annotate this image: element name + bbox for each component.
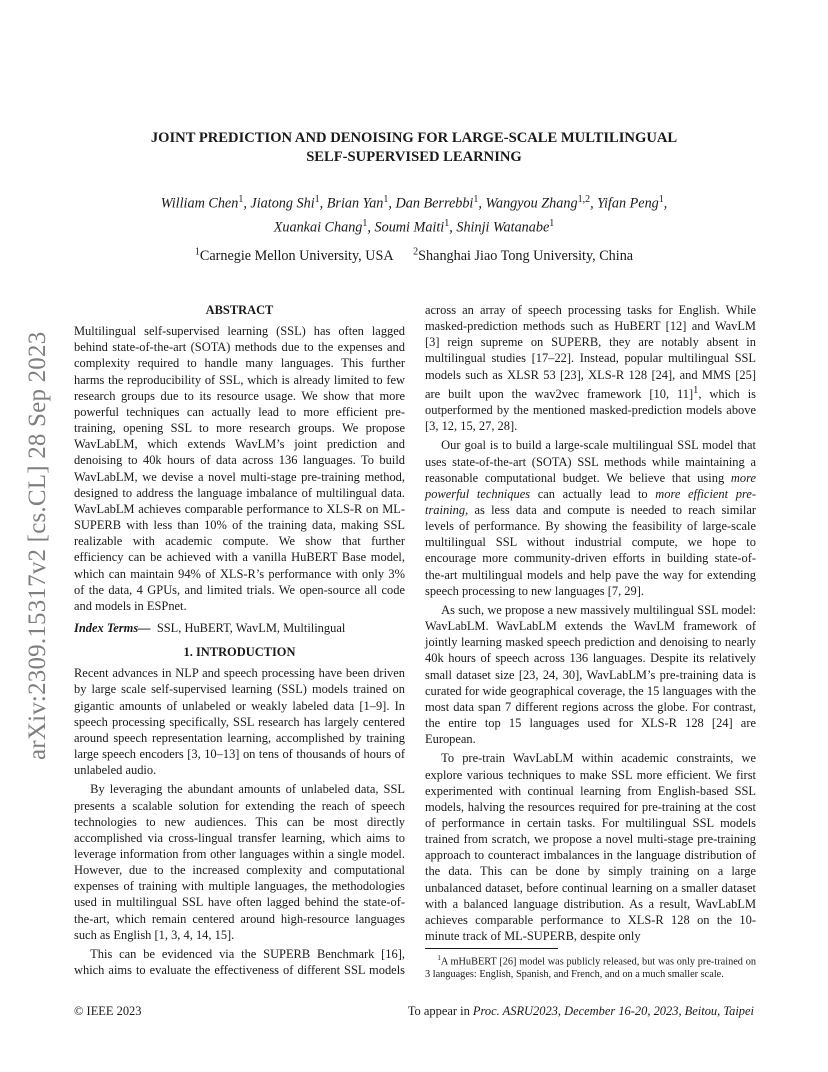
author-name: Yifan Peng: [597, 195, 659, 212]
paper-title: [90, 129, 738, 167]
author-name: Brian Yan: [326, 195, 384, 212]
intro-paragraph-3: [74, 946, 405, 978]
index-terms-label: Index Terms—: [74, 620, 151, 635]
index-terms-list: SSL, HuBERT, WavLM, Multilingual: [156, 620, 346, 635]
affiliation-text: Carnegie Mellon University, USA: [199, 247, 394, 264]
intro-paragraph-3-continued-text: across an array of speech processing tasks for English. While masked-prediction methods such as HuBERT [12] and WavLM [3] reign supreme on SUPERB, they are notably absent in multilingual studies [17–22]. Instead, popular multilingual SSL models such as XLSR 53 [23], XLS-R 128 [24], and MMS [25] are built upon the wav2vec framework [10, 11]: [425, 303, 756, 401]
left-column: [74, 302, 405, 978]
right-column: [425, 302, 756, 944]
intro-paragraph-1: Recent advances in NLP and speech processing have been driven by large scale self-supervised learning (SSL) models trained on gigantic amounts of unlabeled or weakly labeled data [1–9]. In speech processing specifically, SSL research has largely centered around speech representation learning, accomplished by training large speech encoders [3, 10–13] on tens of thousands of hours of unlabeled audio.: [74, 666, 405, 778]
affiliation: [413, 248, 633, 264]
intro-paragraph-5: As such, we propose a new massively multilingual SSL model: WavLabLM. WavLabLM extends the WavLM framework of jointly learning masked speech prediction and denoising to nearly 40k hours of speech across 136 languages. Despite its relatively small dataset size [23, 24, 30], WavLabLM’s pre-training data is curated for wide geographical coverage, the 15 languages with the most data span 7 different regions across the globe. For contrast, the entire top 15 languages used for XLS-R 128 [24] are European.: [425, 602, 756, 747]
intro-paragraph-4-text: can actually lead to: [530, 486, 656, 501]
abstract-heading: ABSTRACT: [205, 303, 274, 317]
venue-name: Proc. ASRU2023, December 16-20, 2023, Beitou, Taipei: [472, 1004, 754, 1018]
author-affiliation: 1: [549, 217, 555, 229]
author-name: Dan Berrebbi: [395, 195, 474, 212]
author-line-2: Xuankai Chang$^1$, Soumi Maiti$^1$, Shinji Watanabe$^1$: [273, 217, 555, 236]
intro-paragraph-4-text: , as less data and compute is needed to reach similar levels of performance. By showing the feasibility of large-scale multilingual SSL without industrial compute, we hope to encourage more community-driven efforts in building state-of-the-art multilingual models and help pave the way for extending speech processing to new languages [7, 29].: [425, 503, 756, 598]
author-line-1: William Chen$^1$, Jiatong Shi$^1$, Brian Yan$^1$, Dan Berrebbi$^1$, Wangyou Zhang$^{1,2}$, Yifan Peng$^1$,: [160, 194, 668, 212]
author-affiliation: 1,2: [577, 194, 591, 205]
intro-paragraph-4: [425, 437, 756, 599]
footnote-marker: 1: [693, 384, 699, 396]
author-name: Jiatong Shi: [250, 195, 315, 212]
introduction-heading: 1. INTRODUCTION: [183, 645, 296, 660]
title-line-1: JOINT PREDICTION AND DENOISING FOR LARGE-SCALE MULTILINGUAL: [150, 130, 678, 146]
intro-paragraph-4-emphasis: more efficient pre-training: [425, 486, 756, 518]
venue-notice: [408, 1004, 754, 1019]
author-name: Soumi Maiti: [374, 219, 445, 236]
author-name: William Chen: [160, 195, 239, 212]
author-affiliation: 1: [314, 194, 320, 205]
title-line-2: SELF-SUPERVISED LEARNING: [306, 149, 522, 165]
intro-paragraph-3-end: , which is outperformed by the mentioned masked-prediction models above [3, 12, 15, 27, 28].: [425, 386, 756, 434]
author-affiliation: 1: [362, 217, 368, 229]
intro-paragraph-2: By leveraging the abundant amounts of unlabeled data, SSL presents a scalable solution for extending the reach of speech technologies to new audiences. This can be most directly accomplished via cross-lingual transfer learning, which aims to leverage information from other languages within a single model. However, due to the increased complexity and computational expenses of training with multiple languages, the methodologies used in multilingual SSL have often lagged behind the state-of-the-art, which remain centered around high-resource languages such as English [1, 3, 4, 14, 15].: [74, 782, 405, 942]
venue-prefix: To appear in: [407, 1004, 473, 1018]
author-name: Shinji Watanabe: [456, 219, 550, 236]
footnote-rule: [425, 948, 558, 949]
author-affiliation: 1: [658, 194, 664, 205]
footnote: [425, 952, 756, 981]
footnote-number: 1: [437, 954, 441, 962]
affiliation-number: 2: [413, 246, 419, 257]
author-list: [90, 190, 738, 237]
intro-paragraph-4-text: Our goal is to build a large-scale multilingual SSL model that uses state-of-the-art (SOTA) SSL methods while maintaining a reasonable computational budget. We believe that using: [425, 438, 756, 485]
intro-paragraph-3-continued: [425, 302, 756, 434]
index-terms: [74, 620, 405, 636]
footnote-text: A mHuBERT [26] model was publicly released, but was only pre-trained on 3 languages: English, Spanish, and French, and on a much smaller scale.: [425, 956, 756, 981]
affiliations: [90, 246, 738, 265]
intro-paragraph-4-emphasis: more powerful techniques: [425, 470, 756, 501]
affiliation-text: Shanghai Jiao Tong University, China: [418, 247, 634, 264]
author-affiliation: 1: [444, 217, 450, 229]
author-affiliation: 1: [473, 194, 479, 205]
author-affiliation: 1: [238, 194, 244, 205]
author-name: Wangyou Zhang: [485, 195, 578, 212]
affiliation: [195, 248, 394, 264]
author-affiliation: 1: [383, 194, 389, 205]
copyright-notice: © IEEE 2023: [74, 1004, 142, 1018]
intro-paragraph-6: To pre-train WavLabLM within academic constraints, we explore various techniques to make SSL more efficient. We first experimented with continual learning from English-based SSL models, halving the resources required for pre-training at the cost of performance in certain tasks. For multilingual SSL models trained from scratch, we propose a novel multi-stage pre-training approach to counteract imbalances in the language distribution of the data. This can be done by simply training on a large unbalanced dataset, before continual learning on a smaller dataset with a balanced language distribution. As a result, WavLabLM achieves comparable performance to XLS-R 128 on the 10-minute track of ML-SUPERB, despite only: [425, 751, 756, 944]
author-name: Xuankai Chang: [273, 219, 363, 236]
abstract-text: Multilingual self-supervised learning (SSL) has often lagged behind state-of-the-art (SOTA) methods due to the expenses and complexity required to handle many languages. This further harms the reproducibility of SSL, which is already limited to few research groups due to its resource usage. We show that more powerful techniques can actually lead to more efficient pre-training, opening SSL to more research groups. We propose WavLabLM, which extends WavLM’s joint prediction and denoising to 40k hours of data across 136 languages. To build WavLabLM, we devise a novel multi-stage pre-training method, designed to address the language imbalance of multilingual data. WavLabLM achieves comparable performance to XLS-R on ML-SUPERB with less than 10% of the training data, making SSL realizable with academic compute. We show that further efficiency can be achieved with a vanilla HuBERT Base model, which can maintain 94% of XLS-R’s performance with only 3% of the data, 4 GPUs, and limited trials. We open-source all code and models in ESPnet.: [74, 324, 405, 613]
arxiv-identifier: arXiv:2309.15317v2 [cs.CL] 28 Sep 2023: [24, 331, 51, 760]
intro-paragraph-3-text: This can be evidenced via the SUPERB Benchmark [16], which aims to evaluate the effectiveness of different SSL models: [74, 946, 405, 978]
affiliation-number: 1: [194, 246, 200, 257]
